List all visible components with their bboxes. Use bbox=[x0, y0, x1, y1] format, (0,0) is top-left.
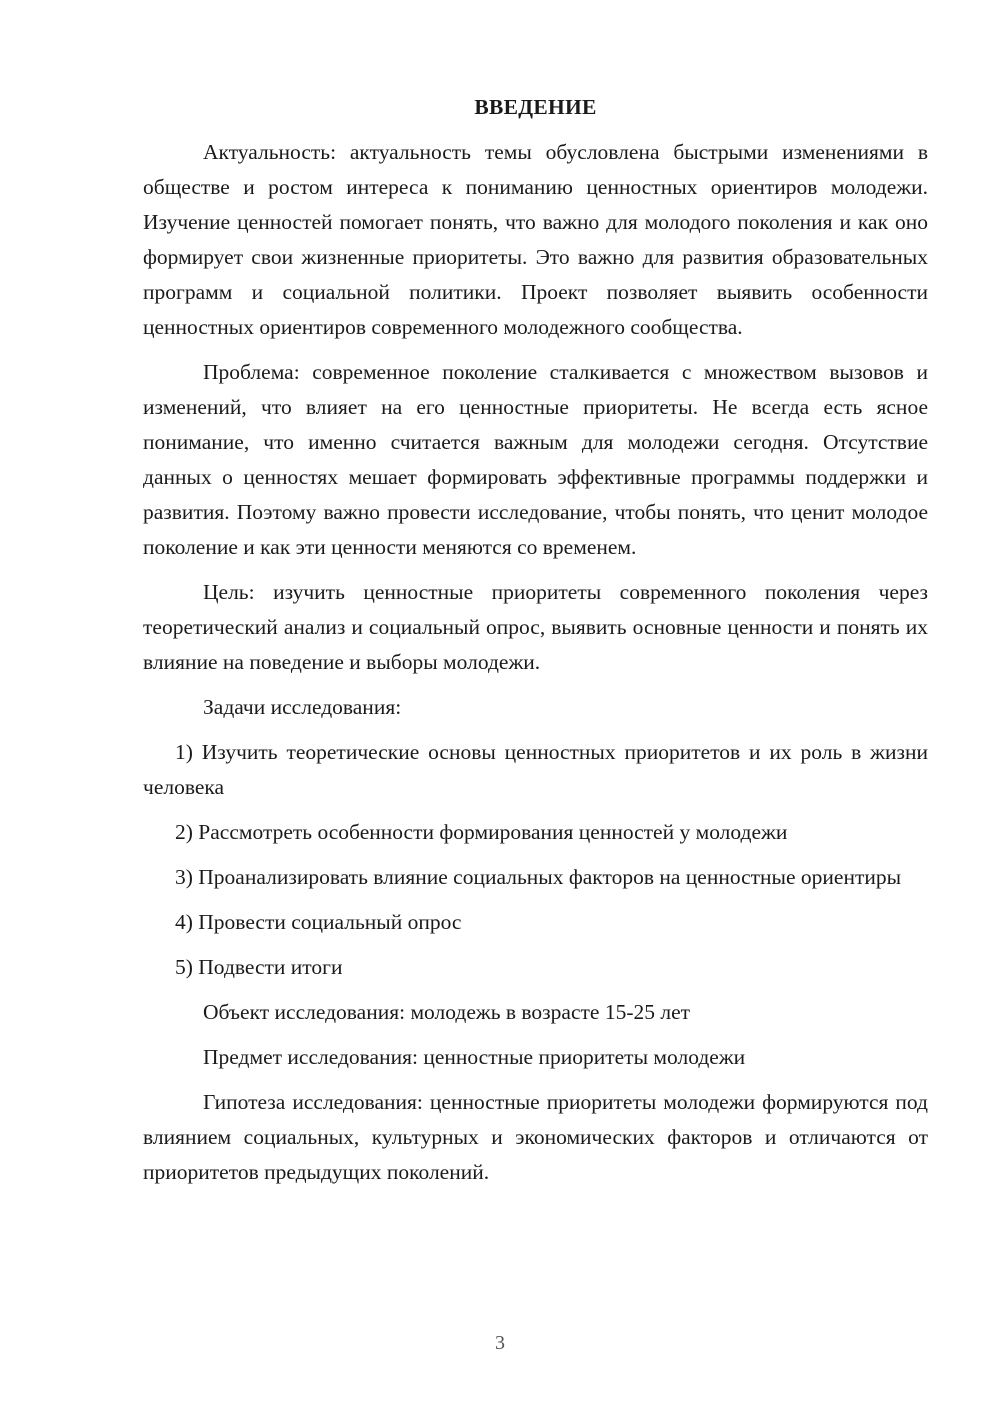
problem-paragraph: Проблема: современное поколение сталкивается с множеством вызовов и изменений, что влияет на его ценностные приоритеты. Не всегда есть ясное понимание, что именно считается важным для молодежи сегодня. Отсутствие данных о ценностях мешает формировать эффективные программы поддержки и развития. Поэтому важно провести исследование, чтобы понять, что ценит молодое поколение и как эти ценности меняются со временем. bbox=[143, 360, 928, 559]
tasks-heading: Задачи исследования: bbox=[203, 695, 402, 719]
goal-paragraph: Цель: изучить ценностные приоритеты современного поколения через теоретический анализ и социальный опрос, выявить основные ценности и понять их влияние на поведение и выборы молодежи. bbox=[143, 580, 928, 674]
task-item-5: 5) Подвести итоги bbox=[175, 955, 343, 979]
subject-paragraph: Предмет исследования: ценностные приоритеты молодежи bbox=[203, 1045, 746, 1069]
relevance-paragraph: Актуальность: актуальность темы обусловлена быстрыми изменениями в обществе и ростом интереса к пониманию ценностных ориентиров молодежи. Изучение ценностей помогает понять, что важно для молодого поколения и как оно формирует свои жизненные приоритеты. Это важно для развития образовательных программ и социальной политики. Проект позволяет выявить особенности ценностных ориентиров современного молодежного сообщества. bbox=[143, 140, 928, 339]
object-paragraph: Объект исследования: молодежь в возрасте 15-25 лет bbox=[203, 1000, 691, 1024]
hypothesis-paragraph: Гипотеза исследования: ценностные приоритеты молодежи формируются под влиянием социальных, культурных и экономических факторов и отличаются от приоритетов предыдущих поколений. bbox=[143, 1090, 928, 1184]
task-item-2: 2) Рассмотреть особенности формирования ценностей у молодежи bbox=[175, 820, 788, 844]
document-page bbox=[143, 90, 928, 1200]
task-item-3: 3) Проанализировать влияние социальных факторов на ценностные ориентиры bbox=[175, 865, 902, 889]
task-item-4: 4) Провести социальный опрос bbox=[175, 910, 462, 934]
section-title: ВВЕДЕНИЕ bbox=[474, 95, 597, 119]
task-item-1: 1) Изучить теоретические основы ценностных приоритетов и их роль в жизни человека bbox=[143, 740, 928, 799]
page-number: 3 bbox=[495, 1332, 505, 1354]
